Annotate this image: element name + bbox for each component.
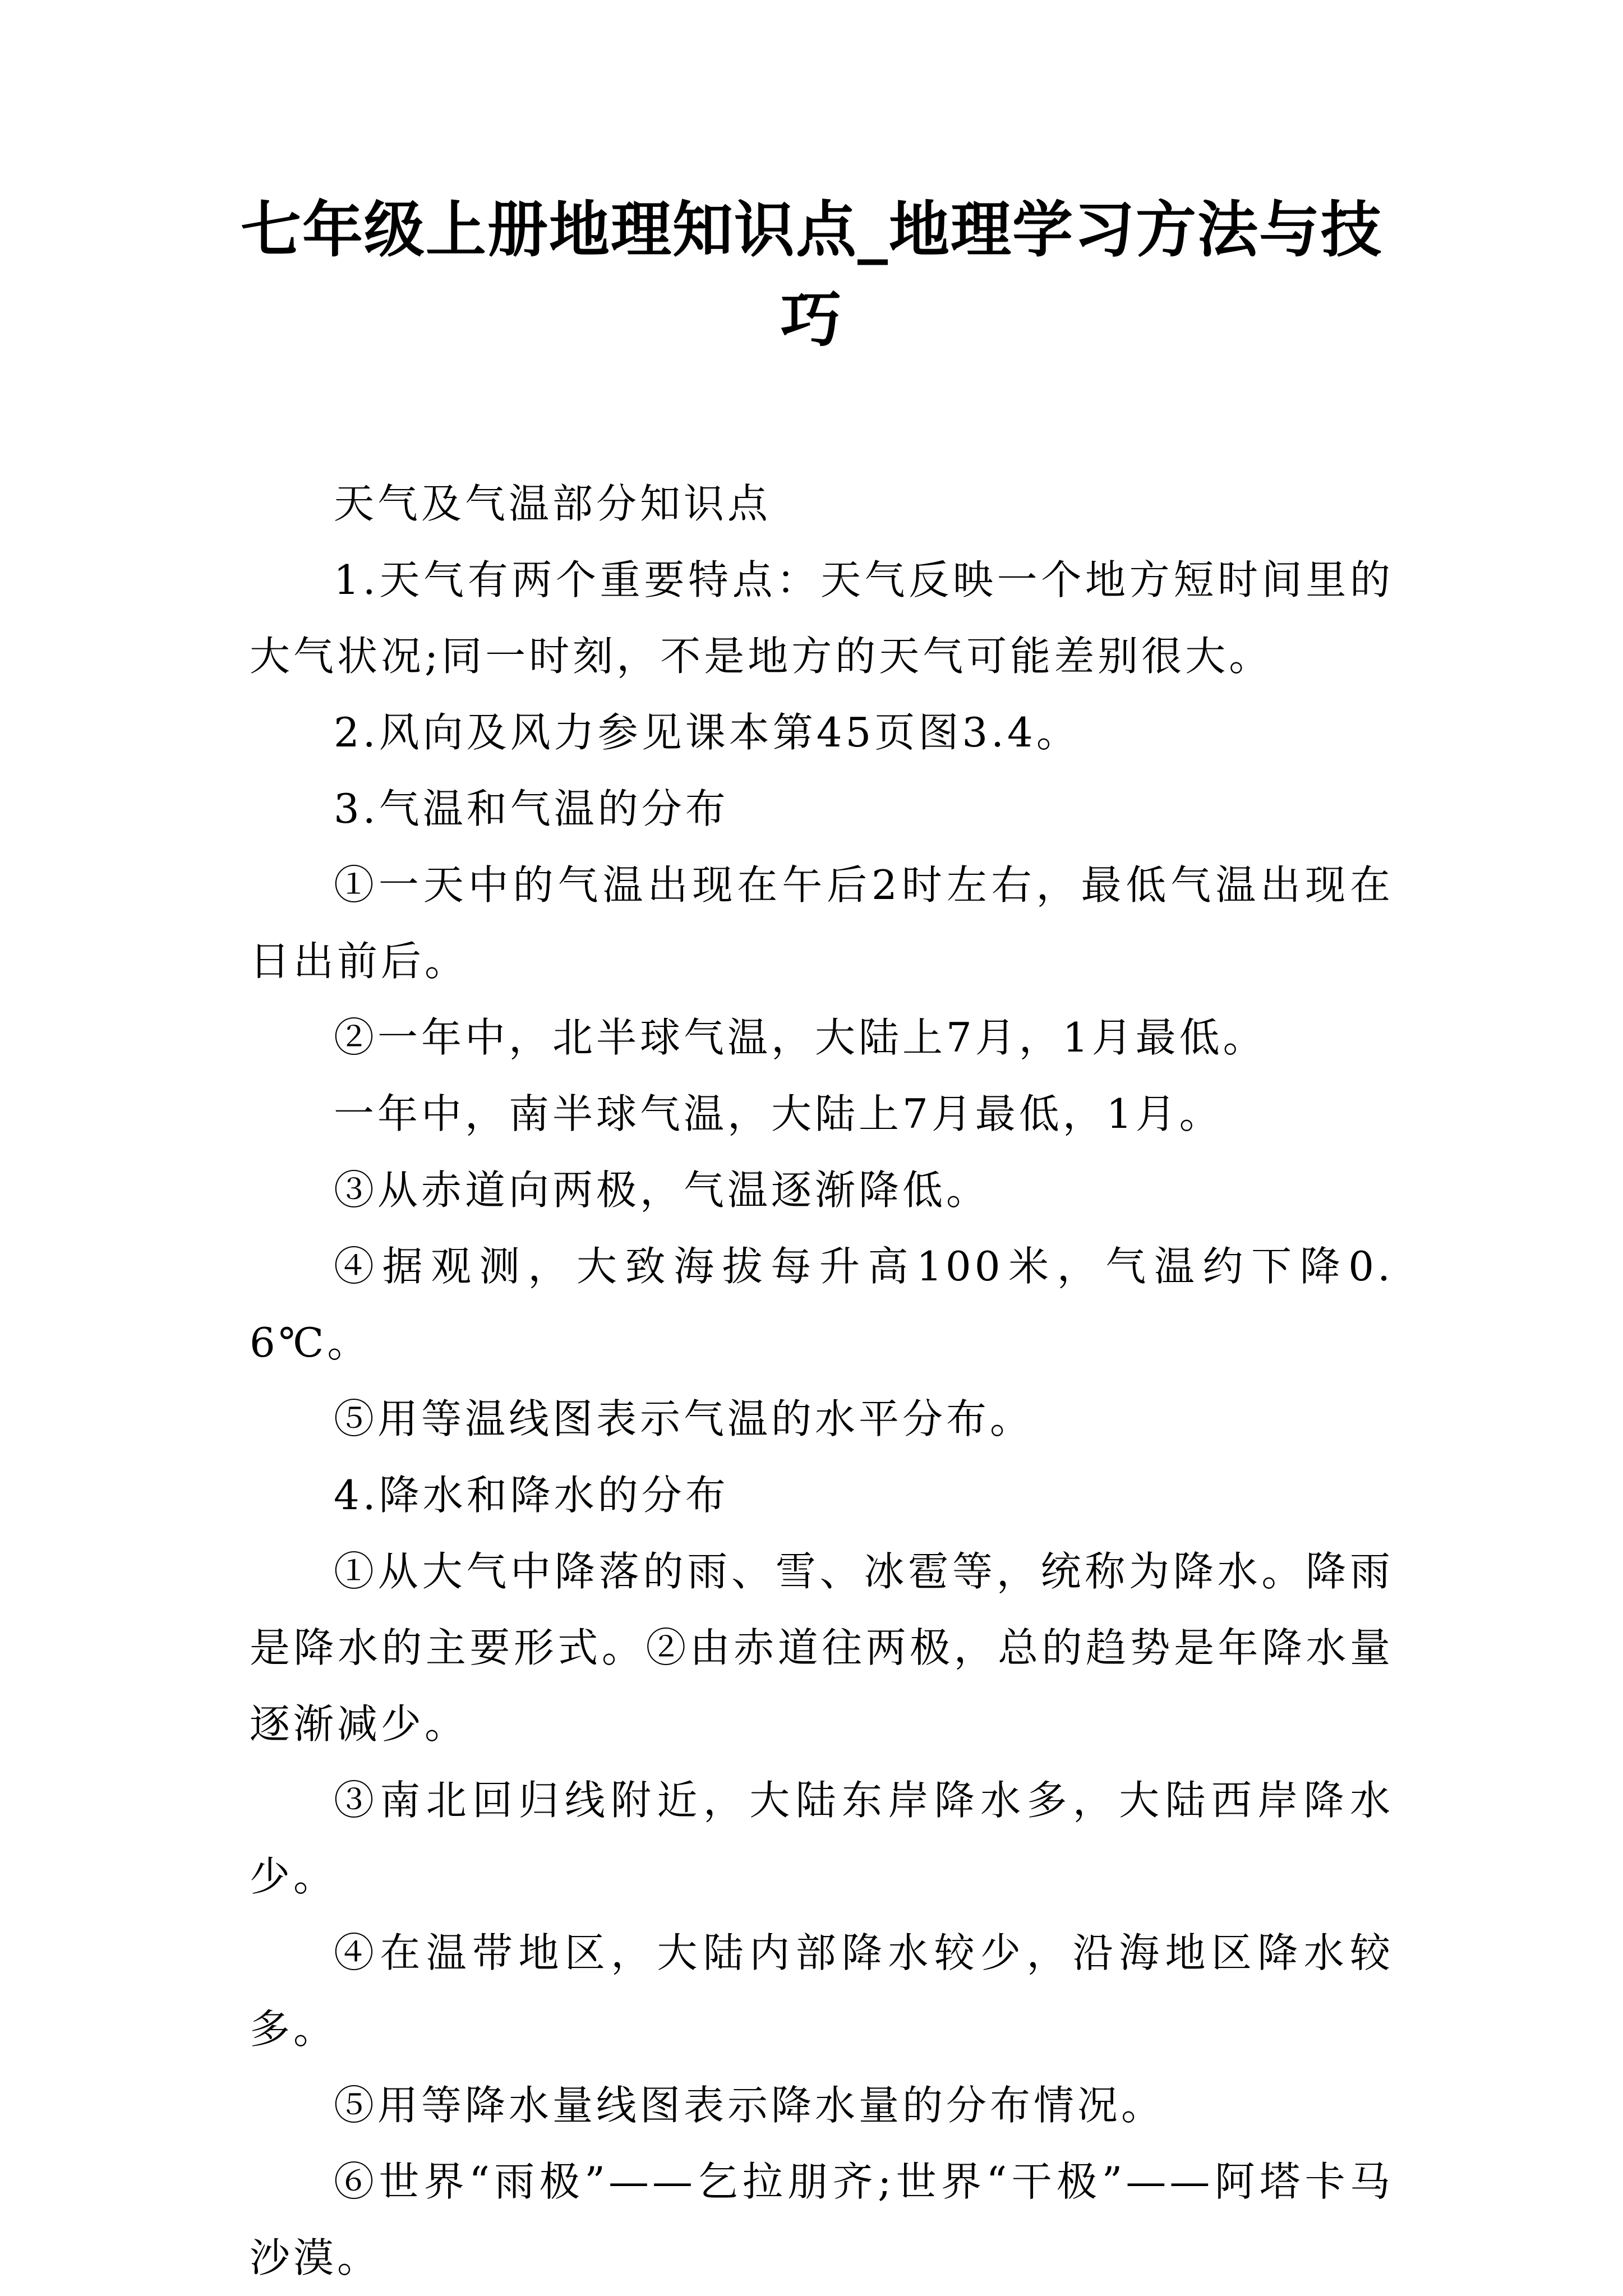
paragraph-subheading: 3.气温和气温的分布 xyxy=(334,785,729,832)
paragraph: 1.天气有两个重要特点：天气反映一个地方短时间里的大气状况;同一时刻，不是地方的天气可能差别很大。 xyxy=(250,556,1394,680)
paragraph: ④据观测，大致海拔每升高100米，气温约下降0.6℃。 xyxy=(250,1243,1394,1366)
paragraph: ③南北回归线附近，大陆东岸降水多，大陆西岸降水少。 xyxy=(250,1777,1394,1900)
paragraph: ⑤用等温线图表示气温的水平分布。 xyxy=(334,1395,1034,1442)
paragraph: ⑤用等降水量线图表示降水量的分布情况。 xyxy=(334,2082,1165,2129)
paragraph: 2.风向及风力参见课本第45页图3.4。 xyxy=(334,709,1080,756)
document-title: 七年级上册地理知识点_地理学习方法与技巧 xyxy=(240,195,1382,355)
paragraph: ②一年中，北半球气温，大陆上7月，1月最低。 xyxy=(334,1014,1267,1061)
paragraph: ⑥世界“雨极”——乞拉朋齐;世界“干极”——阿塔卡马沙漠。 xyxy=(250,2158,1394,2281)
paragraph: 一年中，南半球气温，大陆上7月最低，1月。 xyxy=(334,1090,1223,1137)
paragraph: ④在温带地区，大陆内部降水较少，沿海地区降水较多。 xyxy=(250,1929,1394,2053)
document-body xyxy=(250,465,1394,2296)
paragraph: ①从大气中降落的雨、雪、冰雹等，统称为降水。降雨是降水的主要形式。②由赤道往两极，总的趋势是年降水量逐渐减少。 xyxy=(250,1548,1394,1748)
paragraph-section-heading: 天气及气温部分知识点 xyxy=(334,480,772,527)
paragraph: ③从赤道向两极，气温逐渐降低。 xyxy=(334,1167,990,1214)
paragraph-subheading: 4.降水和降水的分布 xyxy=(334,1472,729,1519)
paragraph: ①一天中的气温出现在午后2时左右，最低气温出现在日出前后。 xyxy=(250,861,1394,985)
